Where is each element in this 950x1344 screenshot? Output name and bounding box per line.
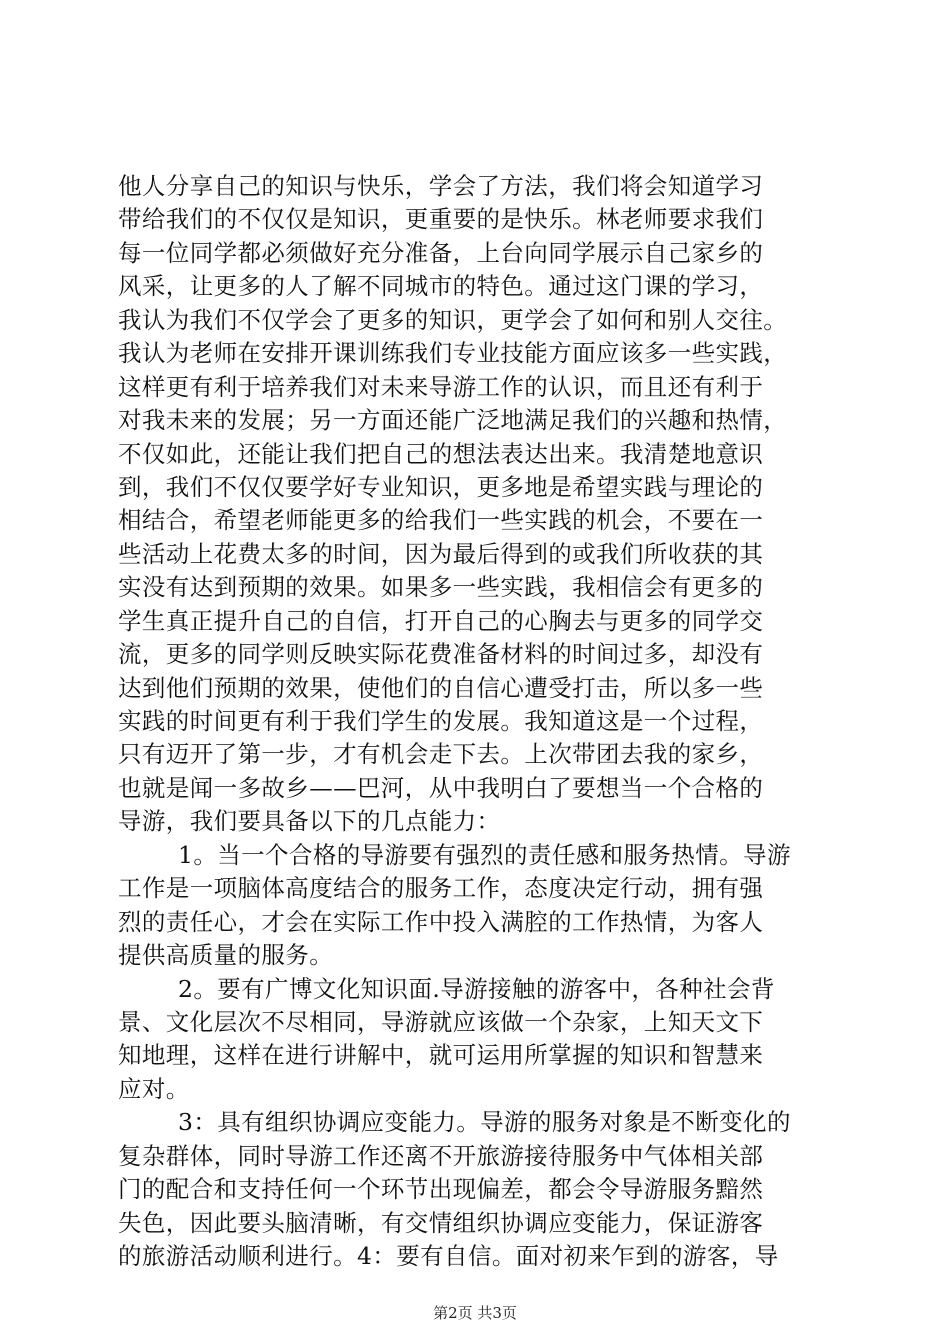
text-line: 复杂群体，同时导游工作还离不开旅游接待服务中气体相关部: [118, 1141, 764, 1170]
text-line: 流，更多的同学则反映实际花费准备材料的时间过多，却没有: [118, 640, 764, 669]
text-line: 失色，因此要头脑清晰，有交情组织协调应变能力，保证游客: [118, 1208, 764, 1237]
text-line: 只有迈开了第一步，才有机会走下去。上次带团去我的家乡，: [118, 740, 764, 769]
text-line: 也就是闻一多故乡——巴河，从中我明白了要想当一个合格的: [118, 773, 764, 802]
list-item-1-first-line: 1。当一个合格的导游要有强烈的责任感和服务热情。导游: [178, 840, 791, 869]
text-line: 相结合，希望老师能更多的给我们一些实践的机会，不要在一: [118, 506, 764, 535]
text-line: 烈的责任心，才会在实际工作中投入满腔的工作热情，为客人: [118, 907, 764, 936]
body-text: [118, 170, 838, 1273]
list-item-3-first-line: 3：具有组织协调应变能力。导游的服务对象是不断变化的: [178, 1108, 791, 1137]
text-line: 知地理，这样在进行讲解中，就可运用所掌握的知识和智慧来: [118, 1041, 764, 1070]
text-line: 门的配合和支持任何一个环节出现偏差，都会令导游服务黯然: [118, 1175, 764, 1204]
text-line: 风采，让更多的人了解不同城市的特色。通过这门课的学习，: [118, 272, 764, 301]
text-line: 工作是一项脑体高度结合的服务工作，态度决定行动，拥有强: [118, 874, 764, 903]
text-line: 学生真正提升自己的自信，打开自己的心胸去与更多的同学交: [118, 606, 764, 635]
text-line: 我认为我们不仅学会了更多的知识，更学会了如何和别人交往。: [118, 305, 788, 334]
text-line: 到，我们不仅仅要学好专业知识，更多地是希望实践与理论的: [118, 472, 764, 501]
text-line: 的旅游活动顺利进行。4：要有自信。面对初来乍到的游客，导: [118, 1242, 779, 1270]
text-line: 实没有达到预期的效果。如果多一些实践，我相信会有更多的: [118, 573, 764, 602]
text-line: 对我未来的发展；另一方面还能广泛地满足我们的兴趣和热情，: [118, 406, 788, 435]
text-line: 带给我们的不仅仅是知识，更重要的是快乐。林老师要求我们: [118, 205, 764, 234]
page-number-footer: 第2页 共3页: [433, 1304, 517, 1322]
text-line: 景、文化层次不尽相同，导游就应该做一个杂家，上知天文下: [118, 1007, 764, 1036]
text-line: 达到他们预期的效果，使他们的自信心遭受打击，所以多一些: [118, 673, 764, 702]
text-line: 些活动上花费太多的时间，因为最后得到的或我们所收获的其: [118, 539, 764, 568]
text-line: 实践的时间更有利于我们学生的发展。我知道这是一个过程，: [118, 707, 764, 735]
text-line: 我认为老师在安排开课训练我们专业技能方面应该多一些实践，: [118, 339, 788, 368]
text-line: 提供高质量的服务。: [118, 941, 334, 970]
list-item-2-first-line: 2。要有广博文化知识面.导游接触的游客中，各种社会背: [178, 974, 775, 1003]
text-line: 不仅如此，还能让我们把自己的想法表达出来。我清楚地意识: [118, 439, 764, 468]
text-line: 这样更有利于培养我们对未来导游工作的认识，而且还有利于: [118, 372, 764, 401]
text-line: 导游，我们要具备以下的几点能力：: [118, 807, 501, 836]
text-line: 应对。: [118, 1074, 190, 1103]
text-line: 每一位同学都必须做好充分准备，上台向同学展示自己家乡的: [118, 238, 764, 267]
text-line: 他人分享自己的知识与快乐，学会了方法，我们将会知道学习: [118, 172, 764, 200]
